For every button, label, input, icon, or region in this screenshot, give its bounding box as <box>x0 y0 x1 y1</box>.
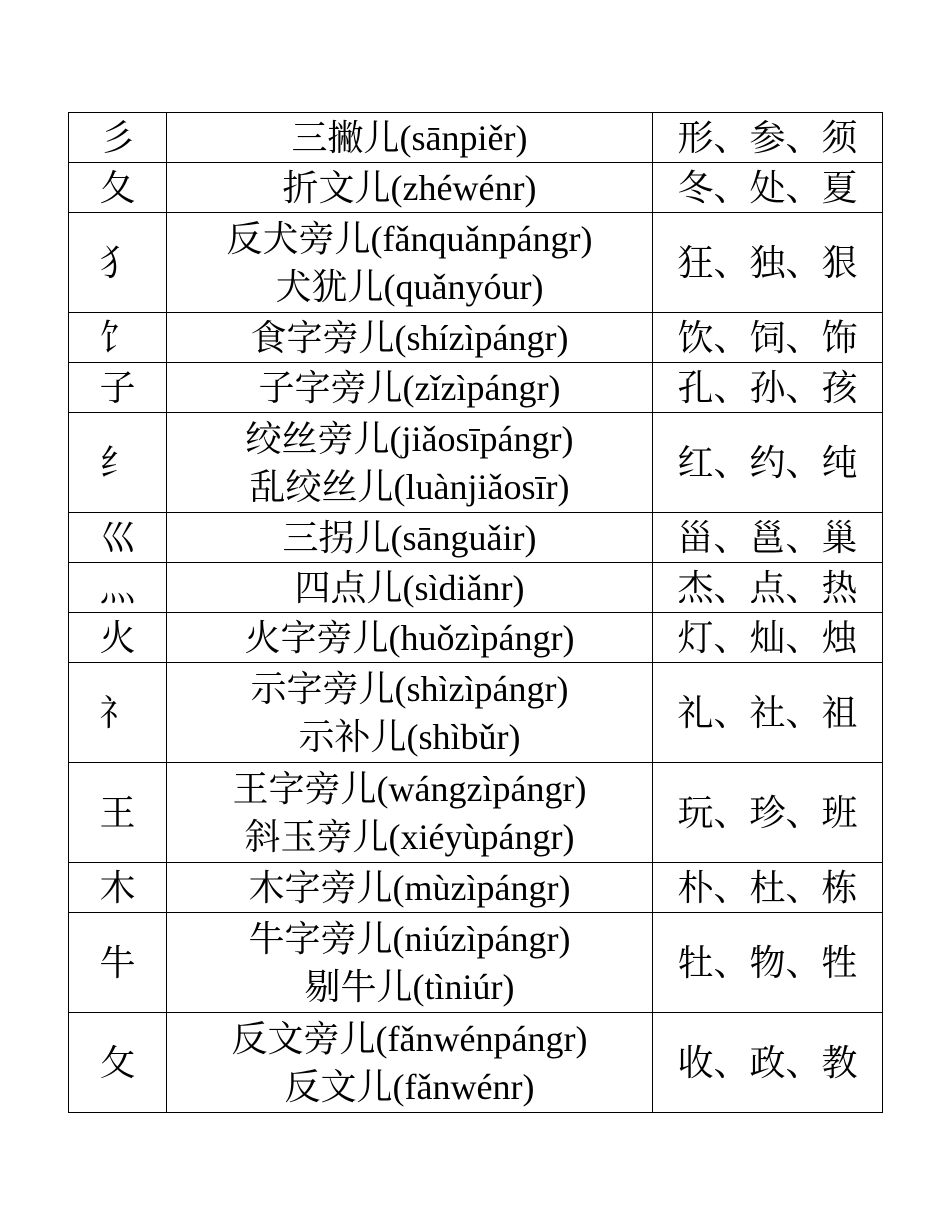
table-row <box>69 413 883 513</box>
radical-name-cell <box>167 163 653 213</box>
radical-name-cell <box>167 363 653 413</box>
radical-name: 反犬旁儿(fǎnquǎnpángr) <box>226 218 593 259</box>
radical-name: 王字旁儿(wángzìpángr) <box>232 768 587 809</box>
radical-cell: 木 <box>69 863 167 913</box>
radical-name: 三拐儿(sānguǎir) <box>282 517 537 558</box>
radical-name: 食字旁儿(shízìpángr) <box>250 317 569 358</box>
example-characters-cell: 玩、珍、班 <box>653 763 883 863</box>
radical-name: 斜玉旁儿(xiéyùpángr) <box>244 816 575 857</box>
radical-name-cell <box>167 313 653 363</box>
radical-cell: 纟 <box>69 413 167 513</box>
radical-cell: 灬 <box>69 563 167 613</box>
radical-name: 子字旁儿(zǐzìpángr) <box>258 367 561 408</box>
radical-cell: 礻 <box>69 663 167 763</box>
radical-name-cell <box>167 663 653 763</box>
radical-name: 剔牛儿(tìniúr) <box>304 966 515 1007</box>
table-row <box>69 763 883 863</box>
example-characters-cell: 红、约、纯 <box>653 413 883 513</box>
radical-name-cell <box>167 213 653 313</box>
radical-name: 乱绞丝儿(luànjiǎosīr) <box>249 466 570 507</box>
example-characters-cell: 狂、独、狠 <box>653 213 883 313</box>
radical-name: 绞丝旁儿(jiǎosīpángr) <box>245 418 574 459</box>
table-body <box>69 113 883 1113</box>
radical-name: 三撇儿(sānpiěr) <box>291 117 528 158</box>
radical-cell: 巛 <box>69 513 167 563</box>
example-characters-cell: 朴、杜、栋 <box>653 863 883 913</box>
example-characters-cell: 饮、饲、饰 <box>653 313 883 363</box>
radical-cell: 攵 <box>69 1013 167 1113</box>
radical-name: 示字旁儿(shìzìpángr) <box>250 668 569 709</box>
radical-name-cell <box>167 913 653 1013</box>
radical-cell: 夂 <box>69 163 167 213</box>
radical-cell: 王 <box>69 763 167 863</box>
example-characters-cell: 收、政、教 <box>653 1013 883 1113</box>
radical-name-cell <box>167 763 653 863</box>
table-row <box>69 613 883 663</box>
radical-name-cell <box>167 613 653 663</box>
example-characters-cell: 杰、点、热 <box>653 563 883 613</box>
radical-cell: 饣 <box>69 313 167 363</box>
example-characters-cell: 孔、孙、孩 <box>653 363 883 413</box>
table-row <box>69 663 883 763</box>
table-row <box>69 513 883 563</box>
radicals-table <box>68 112 883 1113</box>
table-row <box>69 213 883 313</box>
radical-cell: 火 <box>69 613 167 663</box>
radical-cell: 子 <box>69 363 167 413</box>
radical-name: 反文儿(fǎnwénr) <box>284 1066 535 1107</box>
radical-name-cell <box>167 1013 653 1113</box>
radical-name-cell <box>167 563 653 613</box>
example-characters-cell: 牡、物、牲 <box>653 913 883 1013</box>
radical-name: 反文旁儿(fǎnwénpángr) <box>231 1018 588 1059</box>
table-row <box>69 163 883 213</box>
radical-name: 犬犹儿(quǎnyóur) <box>275 266 544 307</box>
radical-name-cell <box>167 113 653 163</box>
radical-cell: 犭 <box>69 213 167 313</box>
radical-name: 木字旁儿(mùzìpángr) <box>248 867 571 908</box>
radical-cell: 牛 <box>69 913 167 1013</box>
example-characters-cell: 形、参、须 <box>653 113 883 163</box>
radical-name: 折文儿(zhéwénr) <box>282 167 537 208</box>
table-row <box>69 113 883 163</box>
radical-cell: 彡 <box>69 113 167 163</box>
table-row <box>69 563 883 613</box>
example-characters-cell: 礼、社、祖 <box>653 663 883 763</box>
radical-name-cell <box>167 413 653 513</box>
table-row <box>69 1013 883 1113</box>
radical-name: 牛字旁儿(niúzìpángr) <box>248 918 571 959</box>
example-characters-cell: 甾、邕、巢 <box>653 513 883 563</box>
radical-name: 示补儿(shìbǔr) <box>298 716 521 757</box>
table-row <box>69 313 883 363</box>
example-characters-cell: 冬、处、夏 <box>653 163 883 213</box>
table-row <box>69 363 883 413</box>
table-row <box>69 913 883 1013</box>
radical-name-cell <box>167 513 653 563</box>
radical-name: 火字旁儿(huǒzìpángr) <box>244 617 575 658</box>
radical-name: 四点儿(sìdiǎnr) <box>294 567 525 608</box>
table-row <box>69 863 883 913</box>
example-characters-cell: 灯、灿、烛 <box>653 613 883 663</box>
radical-name-cell <box>167 863 653 913</box>
